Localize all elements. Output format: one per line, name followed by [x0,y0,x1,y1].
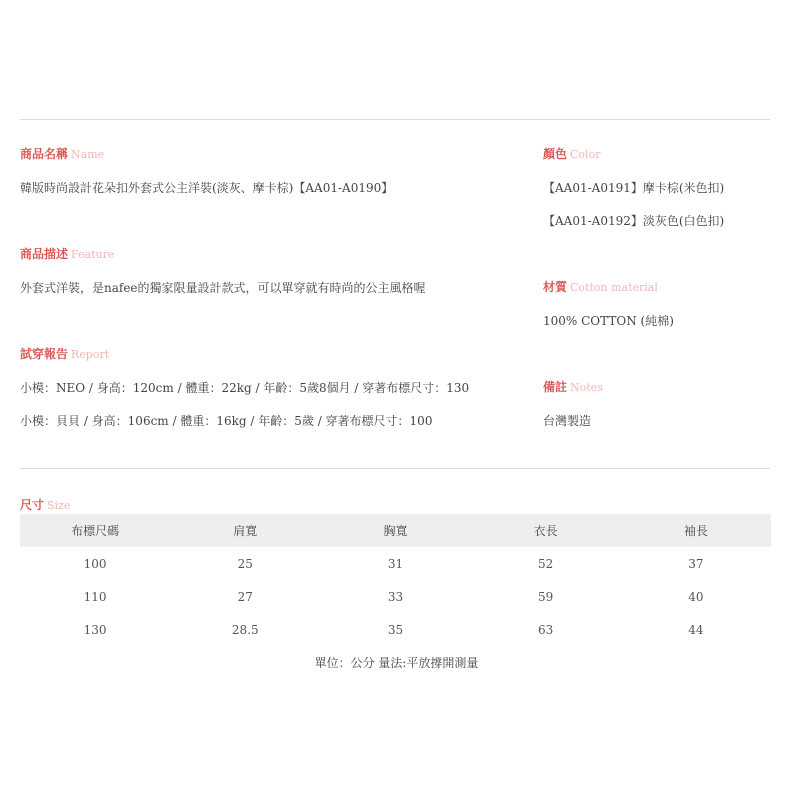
feature-heading-zh: 商品描述 [20,247,69,261]
size-column-header: 衣長 [471,514,621,547]
table-cell: 110 [83,589,107,604]
product-name-value: 韓版時尚設計花朵扣外套式公主洋裝(淡灰、摩卡棕)【AA01-A0190】 [20,181,394,195]
material-section [543,279,773,329]
notes-section [543,379,773,429]
size-column-header: 布標尺碼 [20,514,170,547]
size-table-header-row [20,514,771,547]
product-name-heading-en: Name [71,148,105,161]
notes-heading [543,379,773,396]
table-cell: 52 [538,556,554,571]
table-cell: 28.5 [231,622,259,637]
size-heading-zh: 尺寸 [20,498,45,512]
material-heading [543,279,773,296]
table-row [20,547,771,580]
report-line: 小模：NEO / 身高：120cm / 體重：22kg / 年齡：5歲8個月 / 穿著布標尺寸：130 [20,381,470,395]
table-row [20,613,771,646]
product-name-heading [20,146,520,163]
material-heading-en: Cotton material [570,281,658,294]
feature-value: 外套式洋裝，是nafee的獨家限量設計款式，可以單穿就有時尚的公主風格喔 [20,281,426,295]
size-section [20,497,520,514]
size-heading-en: Size [47,499,71,512]
report-line: 小模：貝貝 / 身高：106cm / 體重：16kg / 年齡：5歲 / 穿著布標尺寸：100 [20,414,433,428]
report-heading-en: Report [71,348,110,361]
table-cell: 130 [83,622,107,637]
color-heading [543,146,773,163]
table-cell: 33 [387,589,404,604]
size-column-header: 袖長 [621,514,771,547]
color-heading-en: Color [570,148,601,161]
material-heading-zh: 材質 [543,280,568,294]
notes-value: 台灣製造 [543,414,592,428]
notes-heading-en: Notes [570,381,603,394]
table-cell: 25 [237,556,253,571]
color-heading-zh: 顏色 [543,147,568,161]
table-cell: 27 [237,589,253,604]
feature-heading-en: Feature [71,248,115,261]
feature-section [20,246,520,296]
table-row [20,580,771,613]
table-cell: 63 [538,622,554,637]
table-cell: 31 [387,556,404,571]
size-table [20,514,771,646]
color-section [543,146,773,229]
size-measurement-note: 單位：公分 量法:平放撐開測量 [314,656,479,670]
material-value: 100% COTTON (純棉) [543,314,674,328]
report-heading [20,346,520,363]
table-cell: 100 [83,556,107,571]
size-column-header: 肩寬 [170,514,320,547]
middle-divider [20,468,770,469]
color-option: 【AA01-A0192】淡灰色(白色扣) [543,214,725,228]
color-option: 【AA01-A0191】摩卡棕(米色扣) [543,181,725,195]
notes-heading-zh: 備註 [543,380,568,394]
report-section [20,346,520,429]
table-cell: 35 [387,622,404,637]
table-cell: 40 [688,589,704,604]
table-cell: 37 [688,556,704,571]
size-column-header: 胸寬 [320,514,470,547]
feature-heading [20,246,520,263]
table-cell: 59 [538,589,554,604]
report-heading-zh: 試穿報告 [20,347,69,361]
size-heading [20,497,520,514]
top-divider [20,119,770,120]
table-cell: 44 [688,622,704,637]
product-name-section [20,146,520,196]
product-name-heading-zh: 商品名稱 [20,147,69,161]
